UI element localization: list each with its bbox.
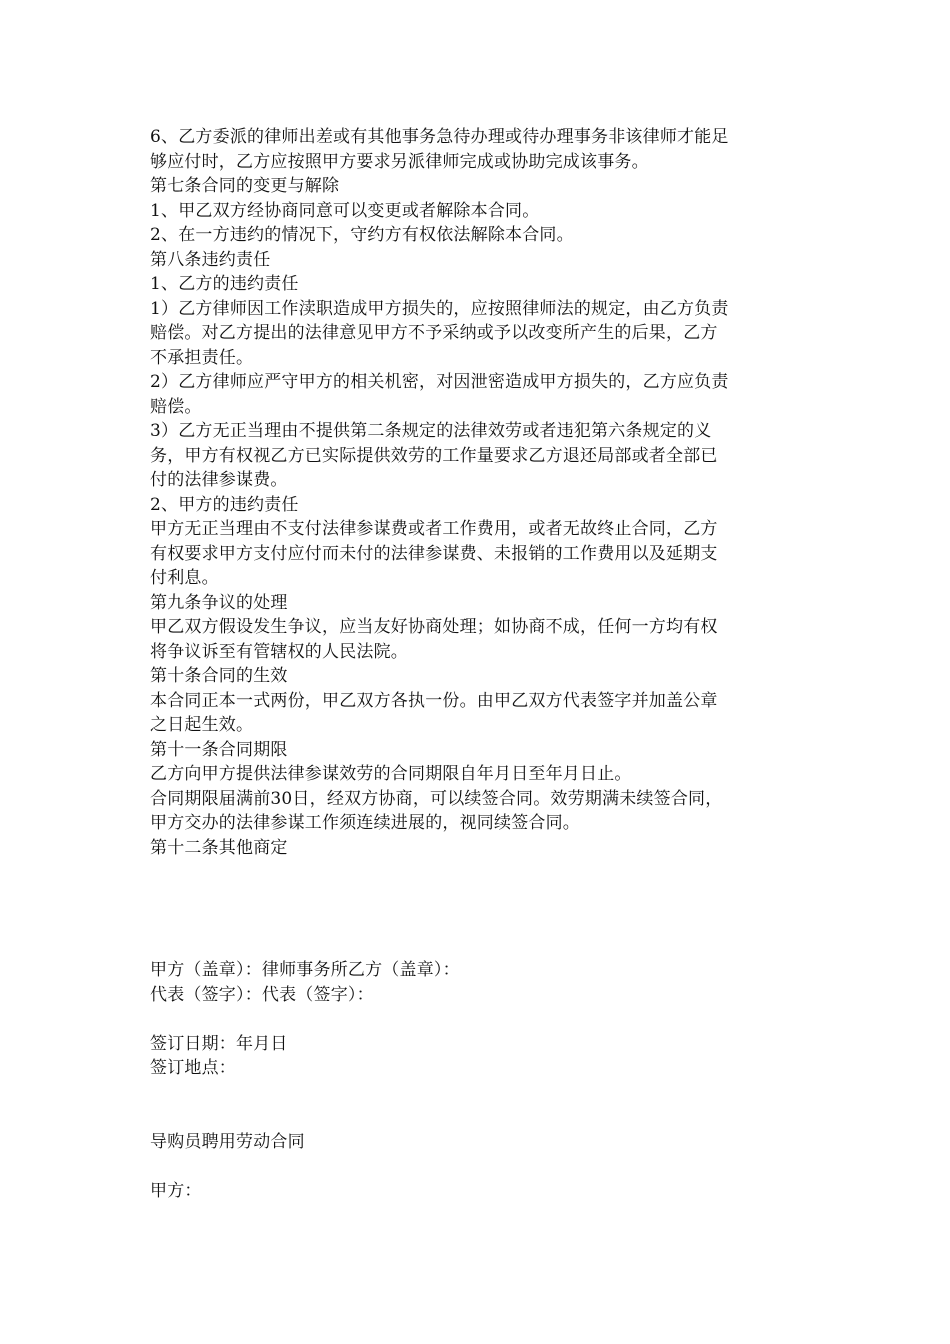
signature-representatives: 代表（签字）：代表（签字）： — [150, 984, 374, 1005]
signing-date: 签订日期：年月日 — [150, 1033, 288, 1054]
signing-place: 签订地点： — [150, 1058, 236, 1078]
paragraph-line: 够应付时，乙方应按照甲方要求另派律师完成或协助完成该事务。 — [150, 151, 649, 172]
paragraph-line: 将争议诉至有管辖权的人民法院。 — [150, 641, 408, 662]
paragraph-line: 1）乙方律师因工作渎职造成甲方损失的，应按照律师法的规定，由乙方负责 — [150, 298, 729, 319]
paragraph-line: 付的法律参谋费。 — [150, 470, 288, 490]
paragraph-line: 赔偿。 — [150, 396, 202, 417]
paragraph-line: 1、甲乙双方经协商同意可以变更或者解除本合同。 — [150, 200, 540, 221]
paragraph-line: 甲方交办的法律参谋工作须连续进展的，视同续签合同。 — [150, 813, 580, 833]
paragraph-line: 乙方向甲方提供法律参谋效劳的合同期限自年月日至年月日止。 — [150, 764, 632, 784]
contract-title: 导购员聘用劳动合同 — [150, 1131, 305, 1152]
section-heading: 第七条合同的变更与解除 — [150, 176, 340, 196]
paragraph-line: 赔偿。对乙方提出的法律意见甲方不予采纳或予以改变所产生的后果，乙方 — [150, 323, 718, 343]
section-heading: 第十条合同的生效 — [150, 666, 288, 686]
section-heading: 第十二条其他商定 — [150, 837, 288, 858]
section-heading: 第九条争议的处理 — [150, 592, 288, 613]
sub-heading: 1、乙方的违约责任 — [150, 274, 299, 294]
paragraph-line: 务，甲方有权视乙方已实际提供效劳的工作量要求乙方退还局部或者全部已 — [150, 445, 718, 466]
party-a-label: 甲方： — [150, 1180, 202, 1201]
spacer — [150, 860, 810, 958]
spacer — [150, 1081, 810, 1130]
spacer — [150, 1007, 810, 1032]
signature-parties: 甲方（盖章）：律师事务所乙方（盖章）： — [150, 960, 460, 980]
paragraph-line: 2、在一方违约的情况下，守约方有权依法解除本合同。 — [150, 225, 574, 245]
paragraph-line: 6、乙方委派的律师出差或有其他事务急待办理或待办理事务非该律师才能足 — [150, 127, 729, 147]
section-heading: 第十一条合同期限 — [150, 739, 288, 760]
paragraph-line: 有权要求甲方支付应付而未付的法律参谋费、未报销的工作费用以及延期支 — [150, 543, 718, 564]
document-page — [150, 125, 810, 1203]
paragraph-line: 甲方无正当理由不支付法律参谋费或者工作费用，或者无故终止合同，乙方 — [150, 519, 718, 539]
paragraph-line: 3）乙方无正当理由不提供第二条规定的法律效劳或者违犯第六条规定的义 — [150, 421, 712, 441]
section-heading: 第八条违约责任 — [150, 249, 271, 270]
paragraph-line: 甲乙双方假设发生争议，应当友好协商处理；如协商不成，任何一方均有权 — [150, 617, 718, 637]
spacer — [150, 1154, 810, 1179]
paragraph-line: 2）乙方律师应严守甲方的相关机密，对因泄密造成甲方损失的，乙方应负责 — [150, 372, 729, 392]
paragraph-line: 付利息。 — [150, 568, 219, 588]
paragraph-line: 合同期限届满前30日，经双方协商，可以续签合同。效劳期满未续签合同， — [150, 788, 723, 809]
paragraph-line: 之日起生效。 — [150, 715, 254, 735]
paragraph-line: 本合同正本一式两份，甲乙双方各执一份。由甲乙双方代表签字并加盖公章 — [150, 690, 718, 711]
paragraph-line: 不承担责任。 — [150, 347, 254, 368]
sub-heading: 2、甲方的违约责任 — [150, 494, 299, 515]
